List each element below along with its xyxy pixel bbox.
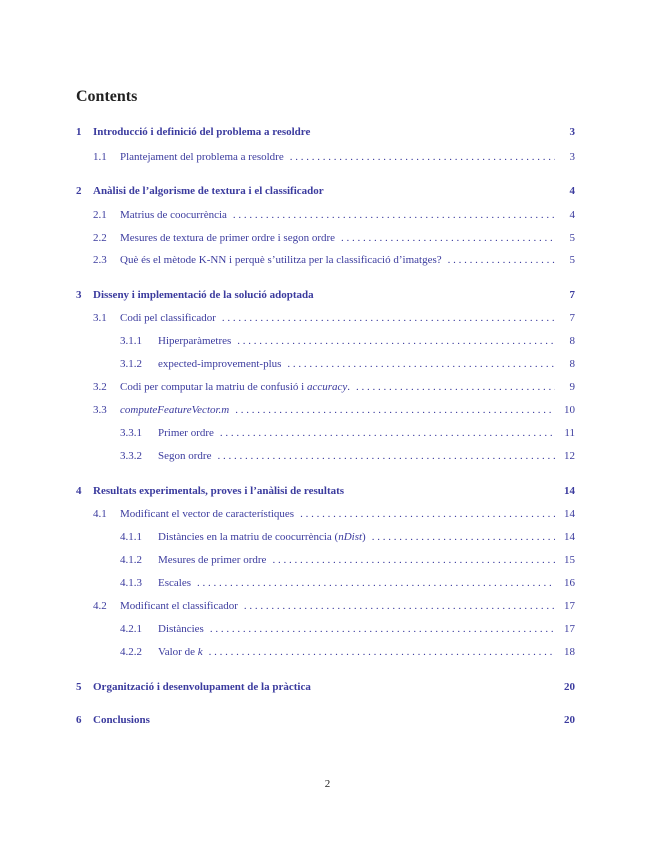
toc-number: 3.1.1	[120, 335, 142, 347]
toc-number: 1	[76, 126, 82, 138]
toc-entry-3-1[interactable]	[93, 311, 575, 325]
toc-entry-4-2-2[interactable]	[120, 645, 575, 659]
toc-leader	[238, 599, 555, 613]
toc-title: Plantejament del problema a resoldre	[120, 151, 284, 163]
toc-page: 14	[564, 531, 575, 543]
toc-number: 2.3	[93, 254, 107, 266]
toc-page: 17	[564, 623, 575, 635]
toc-number: 5	[76, 681, 82, 693]
toc-entry-1-1[interactable]	[93, 150, 575, 164]
toc-page: 7	[569, 289, 575, 301]
toc-page: 4	[569, 185, 575, 197]
toc-number: 2	[76, 185, 82, 197]
toc-leader	[366, 530, 555, 544]
toc-number: 4	[76, 485, 82, 497]
toc-page: 18	[564, 646, 575, 658]
toc-title: Anàlisi de l’algorisme de textura i el classificador	[93, 185, 324, 197]
toc-leader	[229, 403, 555, 417]
toc-page: 20	[564, 714, 575, 726]
toc-entry-3-1-1[interactable]	[120, 334, 575, 348]
toc-page: 10	[564, 404, 575, 416]
toc-title: Organització i desenvolupament de la pràctica	[93, 681, 311, 693]
toc-number: 3.3.1	[120, 427, 142, 439]
toc-entry-5[interactable]	[76, 680, 575, 694]
toc-page: 9	[569, 381, 575, 393]
toc-title: Escales	[158, 577, 191, 589]
toc-entry-3[interactable]	[76, 288, 575, 302]
toc-number: 4.1.3	[120, 577, 142, 589]
toc-title: Introducció i definició del problema a resoldre	[93, 126, 311, 138]
toc-leader	[294, 507, 555, 521]
toc-entry-4-1-3[interactable]	[120, 576, 575, 590]
toc-title: Primer ordre	[158, 427, 214, 439]
toc-entry-4-1-1[interactable]	[120, 530, 575, 544]
toc-leader	[266, 553, 555, 567]
toc-entry-4[interactable]	[76, 484, 575, 498]
toc-leader	[231, 334, 555, 348]
toc-entry-4-2-1[interactable]	[120, 622, 575, 636]
toc-page: 7	[569, 312, 575, 324]
toc-page: 15	[564, 554, 575, 566]
toc-title: Mesures de textura de primer ordre i segon ordre	[120, 232, 336, 244]
toc-page: 16	[564, 577, 575, 589]
toc-leader	[350, 380, 555, 394]
toc-entry-3-1-2[interactable]	[120, 357, 575, 371]
toc-page: 3	[569, 126, 575, 138]
toc-number: 3.1	[93, 312, 107, 324]
toc-number: 4.2	[93, 600, 107, 612]
toc-number: 4.1	[93, 508, 107, 520]
toc-title: expected-improvement-plus	[158, 358, 282, 370]
toc-number: 3.3.2	[120, 450, 142, 462]
toc-title: Segon ordre	[158, 450, 212, 462]
toc-entry-6[interactable]	[76, 713, 575, 727]
toc-entry-4-2[interactable]	[93, 599, 575, 613]
toc-entry-4-1-2[interactable]	[120, 553, 575, 567]
toc-page: 17	[564, 600, 575, 612]
toc-entry-3-3[interactable]	[93, 403, 575, 417]
toc-number: 3	[76, 289, 82, 301]
toc-entry-2-1[interactable]	[93, 208, 575, 222]
toc-title: Resultats experimentals, proves i l’anàlisi de resultats	[93, 485, 345, 497]
toc-leader	[203, 645, 555, 659]
toc-entry-2[interactable]	[76, 184, 575, 198]
toc-page: 8	[569, 335, 575, 347]
toc-number: 2.2	[93, 232, 107, 244]
toc-title: Modificant el vector de característiques	[120, 508, 295, 520]
toc-entry-3-3-1[interactable]	[120, 426, 575, 440]
toc-title: Distàncies	[158, 623, 204, 635]
toc-entry-2-3[interactable]	[93, 253, 575, 267]
toc-page: 4	[569, 209, 575, 221]
toc-title: Valor de k	[158, 646, 203, 658]
page-number: 2	[324, 778, 331, 790]
toc-title: computeFeatureVector.m	[120, 404, 230, 416]
toc-title: Mesures de primer ordre	[158, 554, 267, 566]
toc-leader	[204, 622, 555, 636]
toc-page: 5	[569, 254, 575, 266]
toc-page: 20	[564, 681, 575, 693]
toc-page: 5	[569, 232, 575, 244]
toc-number: 3.3	[93, 404, 107, 416]
toc-page: 14	[564, 485, 575, 497]
toc-leader	[211, 449, 555, 463]
toc-leader	[442, 253, 555, 267]
toc-title: Conclusions	[93, 714, 150, 726]
toc-number: 4.1.2	[120, 554, 142, 566]
toc-entry-3-3-2[interactable]	[120, 449, 575, 463]
toc-title: Hiperparàmetres	[158, 335, 232, 347]
toc-number: 6	[76, 714, 82, 726]
toc-title: Codi per computar la matriu de confusió i accuracy.	[120, 381, 351, 393]
toc-page: 11	[564, 427, 575, 439]
toc-number: 3.1.2	[120, 358, 142, 370]
toc-entry-4-1[interactable]	[93, 507, 575, 521]
toc-leader	[216, 311, 555, 325]
toc-entry-3-2[interactable]	[93, 380, 575, 394]
toc-number: 4.2.2	[120, 646, 142, 658]
toc-number: 3.2	[93, 381, 107, 393]
toc-title: Què és el mètode K-NN i perquè s’utilitza per la classificació d’imatges?	[120, 254, 442, 266]
toc-title: Disseny i implementació de la solució adoptada	[93, 289, 314, 301]
toc-title: Codi pel classificador	[120, 312, 216, 324]
toc-leader	[214, 426, 555, 440]
toc-number: 1.1	[93, 151, 107, 163]
toc-leader	[281, 357, 555, 371]
toc-leader	[284, 150, 555, 164]
toc-leader	[227, 208, 555, 222]
toc-entry-2-2[interactable]	[93, 231, 575, 245]
toc-number: 4.1.1	[120, 531, 142, 543]
toc-title: Modificant el classificador	[120, 600, 238, 612]
toc-title: Distàncies en la matriu de coocurrència (nDist)	[158, 531, 366, 543]
toc-page: 8	[569, 358, 575, 370]
contents-heading: Contents	[76, 88, 138, 105]
toc-entry-1[interactable]	[76, 125, 575, 139]
toc-title: Matrius de coocurrència	[120, 209, 227, 221]
toc-leader	[335, 231, 555, 245]
toc-page: 14	[564, 508, 575, 520]
toc-leader	[191, 576, 555, 590]
toc-page: 12	[564, 450, 575, 462]
toc-number: 4.2.1	[120, 623, 142, 635]
toc-page: 3	[569, 151, 575, 163]
toc-number: 2.1	[93, 209, 107, 221]
